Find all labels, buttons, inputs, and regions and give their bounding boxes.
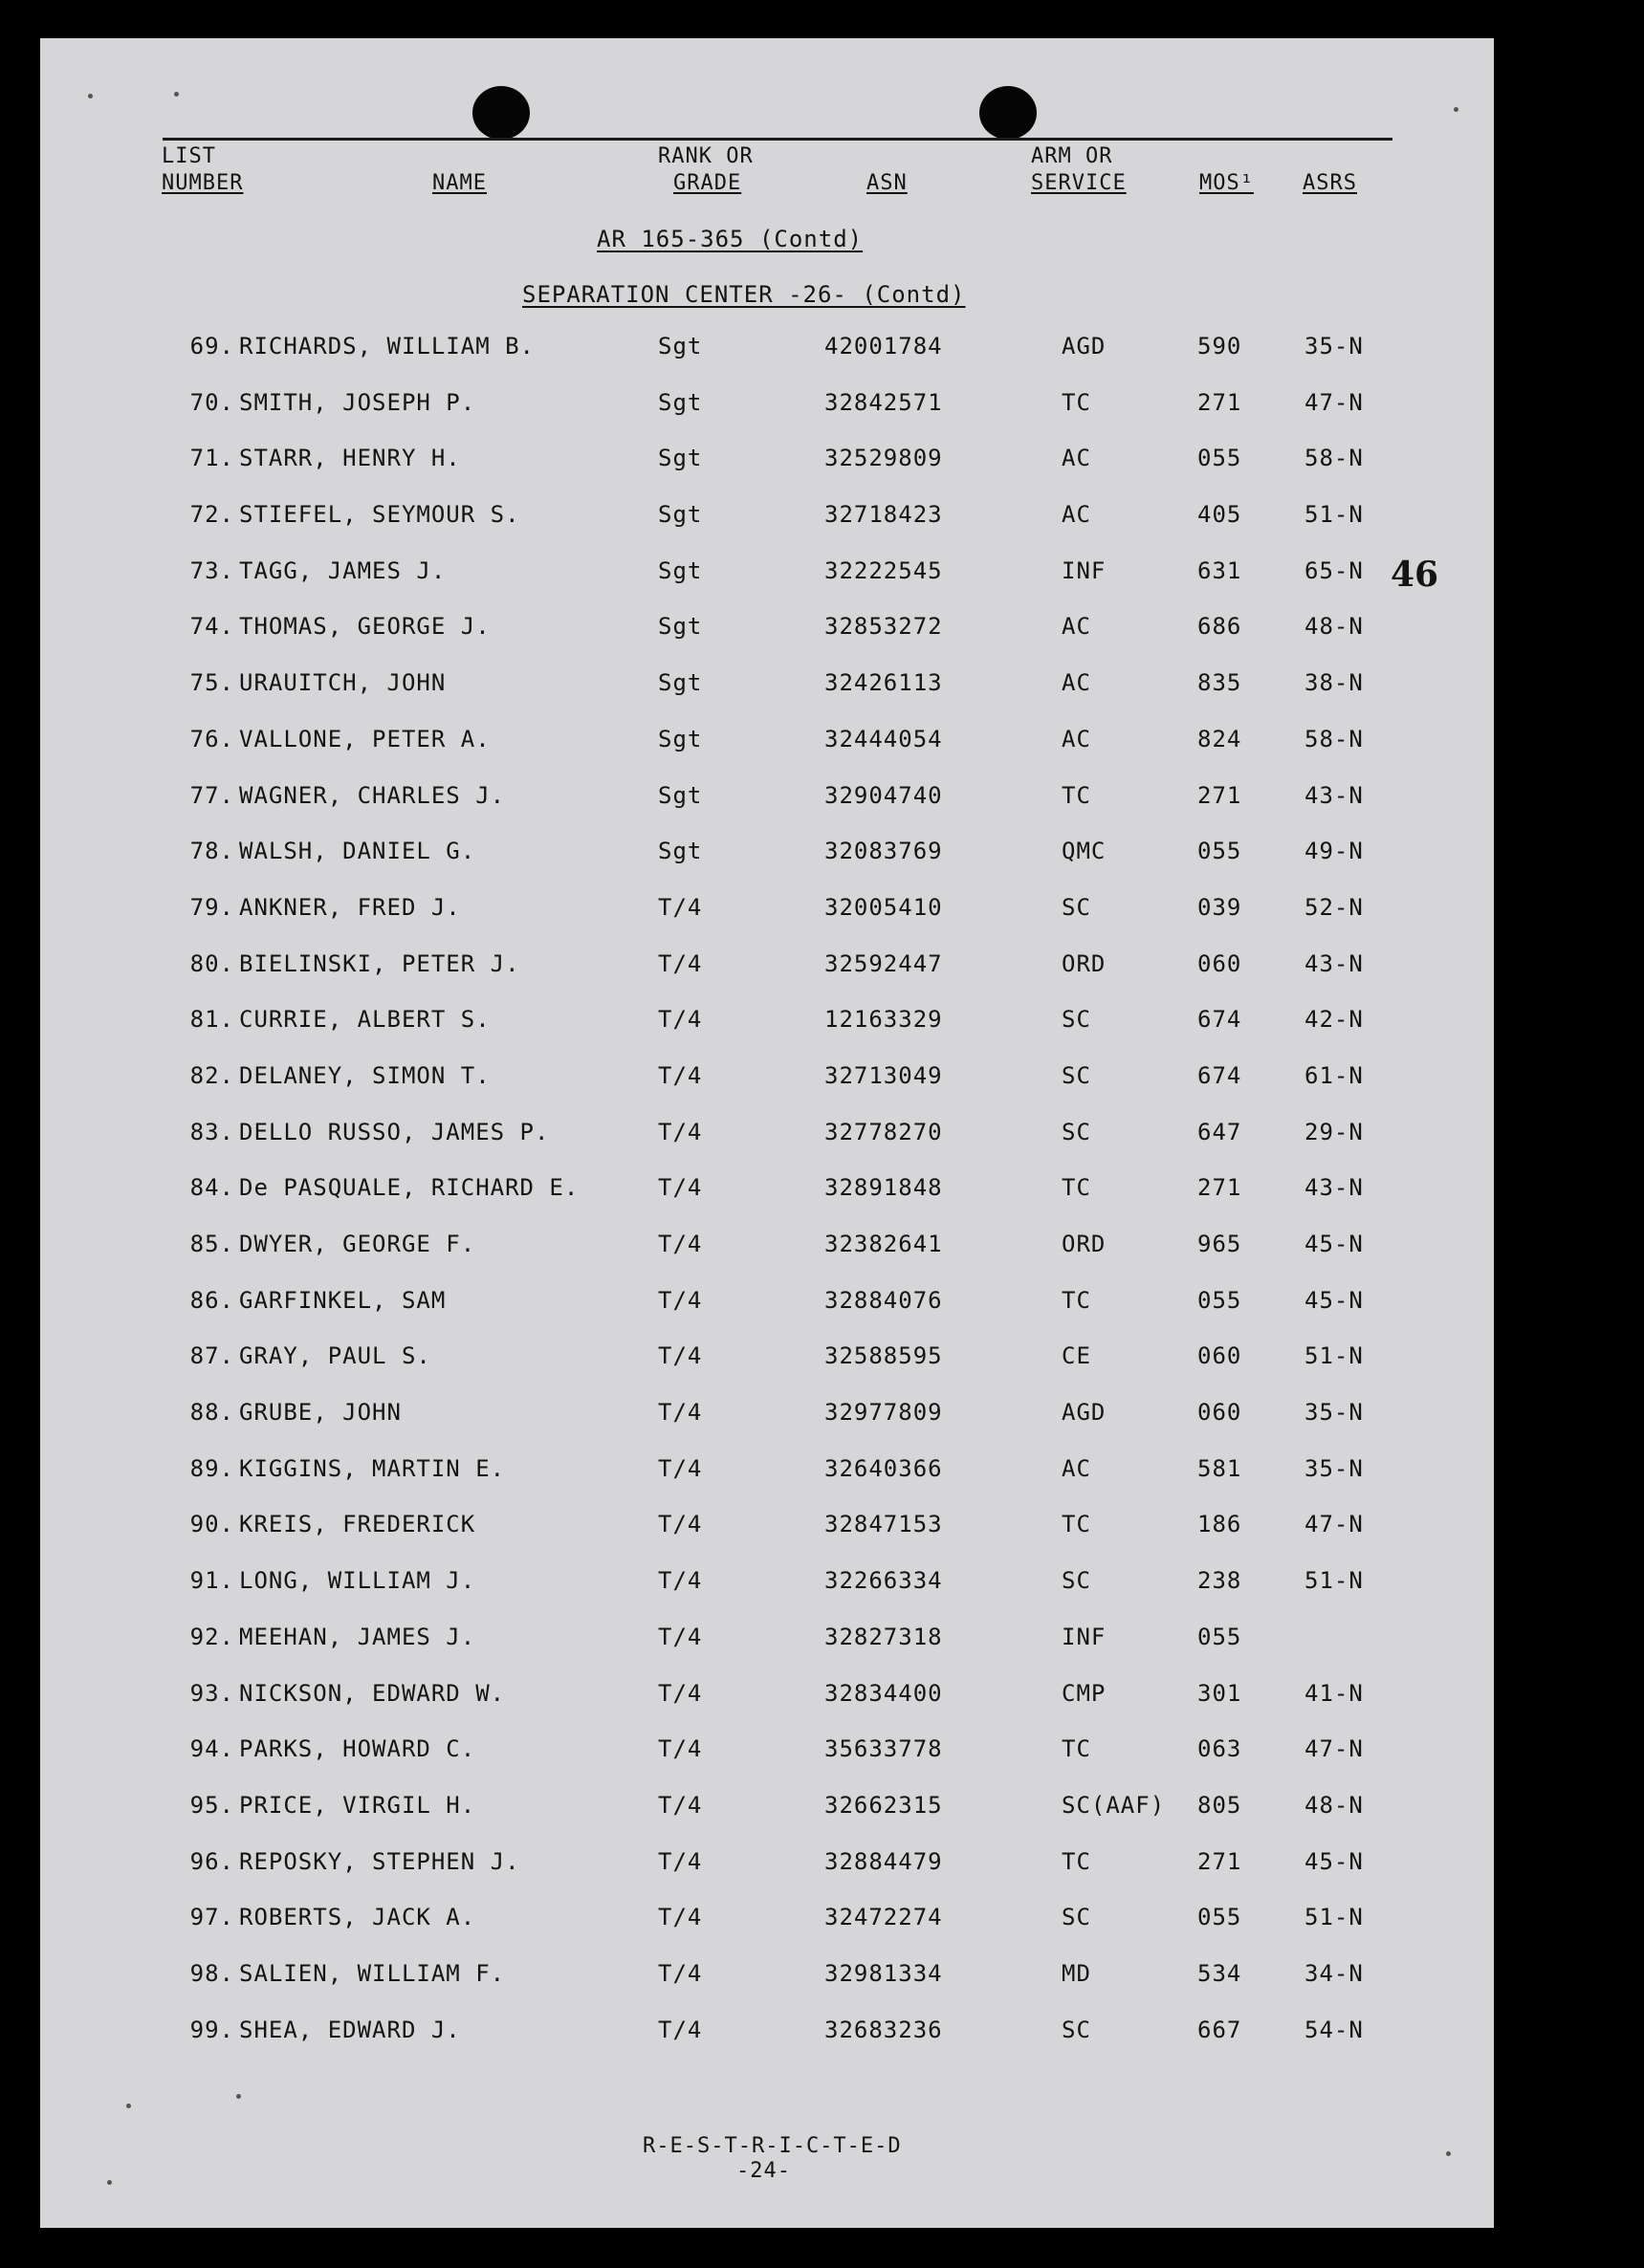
army-serial-number: 32382641	[824, 1231, 943, 1257]
asrs-score: 51-N	[1304, 1342, 1364, 1370]
asrs-score: 45-N	[1304, 1847, 1364, 1875]
list-number: 86.	[189, 1286, 234, 1314]
army-serial-number: 32640366	[824, 1454, 943, 1482]
asrs-score: 48-N	[1304, 1791, 1364, 1819]
mos-code: 674	[1197, 1006, 1242, 1034]
soldier-name: GARFINKEL, SAM	[239, 1286, 447, 1314]
list-number: 97.	[189, 1904, 234, 1931]
soldier-name: PARKS, HOWARD C.	[239, 1735, 476, 1763]
rank-grade: T/4	[658, 1231, 703, 1257]
army-serial-number: 32713049	[824, 1061, 943, 1089]
rank-grade: T/4	[658, 1061, 703, 1089]
army-serial-number: 32083769	[824, 838, 943, 865]
army-serial-number: 32847153	[824, 1511, 943, 1538]
arm-or-service: MD	[1062, 1959, 1091, 1987]
arm-or-service: CE	[1062, 1342, 1091, 1370]
arm-or-service: AC	[1062, 1454, 1091, 1482]
header-asn: ASN	[866, 171, 908, 195]
mos-code: 060	[1197, 1399, 1242, 1427]
mos-code: 063	[1197, 1735, 1242, 1763]
list-number: 73.	[189, 556, 234, 584]
table-row	[40, 1904, 1494, 1960]
table-row	[40, 1342, 1494, 1399]
list-number: 71.	[189, 445, 234, 472]
mos-code: 186	[1197, 1511, 1242, 1538]
army-serial-number: 32842571	[824, 388, 943, 416]
arm-or-service: QMC	[1062, 838, 1107, 865]
list-number: 99.	[189, 2016, 234, 2043]
soldier-name: NICKSON, EDWARD W.	[239, 1679, 506, 1707]
table-row	[40, 950, 1494, 1007]
list-number: 79.	[189, 893, 234, 921]
list-number: 77.	[189, 781, 234, 809]
rank-grade: T/4	[658, 1511, 703, 1538]
punch-hole-right	[979, 86, 1037, 140]
rank-grade: T/4	[658, 1118, 703, 1145]
list-number: 70.	[189, 388, 234, 416]
arm-or-service: AC	[1062, 445, 1091, 472]
mos-code: 534	[1197, 1959, 1242, 1987]
asrs-score: 35-N	[1304, 333, 1364, 360]
mos-code: 301	[1197, 1679, 1242, 1707]
rank-grade: T/4	[658, 949, 703, 977]
soldier-name: REPOSKY, STEPHEN J.	[239, 1847, 520, 1875]
mos-code: 590	[1197, 333, 1242, 360]
mos-code: 271	[1197, 388, 1242, 416]
soldier-name: GRAY, PAUL S.	[239, 1342, 431, 1370]
table-row	[40, 726, 1494, 782]
rank-grade: Sgt	[658, 613, 703, 641]
soldier-name: GRUBE, JOHN	[239, 1399, 402, 1427]
soldier-name: RICHARDS, WILLIAM B.	[239, 333, 535, 360]
rank-grade: Sgt	[658, 838, 703, 865]
asrs-score: 34-N	[1304, 1959, 1364, 1987]
header-list: LIST	[162, 144, 216, 168]
table-row	[40, 1567, 1494, 1624]
soldier-name: VALLONE, PETER A.	[239, 725, 491, 752]
army-serial-number: 32444054	[824, 725, 943, 752]
table-row	[40, 1511, 1494, 1567]
table-row	[40, 838, 1494, 894]
asrs-score: 43-N	[1304, 1174, 1364, 1202]
soldier-name: STIEFEL, SEYMOUR S.	[239, 501, 520, 529]
soldier-name: KIGGINS, MARTIN E.	[239, 1454, 506, 1482]
soldier-name: SALIEN, WILLIAM F.	[239, 1959, 506, 1987]
arm-or-service: INF	[1062, 556, 1107, 584]
army-serial-number: 42001784	[824, 333, 943, 360]
mos-code: 055	[1197, 838, 1242, 865]
army-serial-number: 32834400	[824, 1679, 943, 1707]
army-serial-number: 32472274	[824, 1904, 943, 1931]
table-row	[40, 1399, 1494, 1455]
army-serial-number: 32266334	[824, 1567, 943, 1595]
asrs-score: 45-N	[1304, 1286, 1364, 1314]
arm-or-service: AC	[1062, 669, 1091, 697]
mos-code: 271	[1197, 781, 1242, 809]
soldier-name: MEEHAN, JAMES J.	[239, 1623, 476, 1650]
mos-code: 805	[1197, 1791, 1242, 1819]
asrs-score: 43-N	[1304, 949, 1364, 977]
rank-grade: T/4	[658, 1399, 703, 1427]
arm-or-service: TC	[1062, 1511, 1091, 1538]
army-serial-number: 32222545	[824, 556, 943, 584]
asrs-score: 54-N	[1304, 2016, 1364, 2043]
mos-code: 055	[1197, 1904, 1242, 1931]
speck	[126, 2104, 131, 2108]
soldier-name: PRICE, VIRGIL H.	[239, 1791, 476, 1819]
table-row	[40, 1006, 1494, 1062]
table-row	[40, 894, 1494, 950]
list-number: 90.	[189, 1511, 234, 1538]
list-number: 80.	[189, 949, 234, 977]
list-number: 81.	[189, 1006, 234, 1034]
soldier-name: De PASQUALE, RICHARD E.	[239, 1174, 580, 1202]
mos-code: 835	[1197, 669, 1242, 697]
rank-grade: T/4	[658, 1006, 703, 1034]
mos-code: 238	[1197, 1567, 1242, 1595]
arm-or-service: AC	[1062, 725, 1091, 752]
asrs-score: 49-N	[1304, 838, 1364, 865]
asrs-score: 42-N	[1304, 1006, 1364, 1034]
army-serial-number: 32981334	[824, 1959, 943, 1987]
table-row	[40, 1960, 1494, 2017]
header-rank: RANK OR	[658, 144, 754, 168]
army-serial-number: 32827318	[824, 1623, 943, 1650]
list-number: 75.	[189, 669, 234, 697]
asrs-score: 48-N	[1304, 613, 1364, 641]
mos-code: 667	[1197, 2016, 1242, 2043]
rank-grade: T/4	[658, 1623, 703, 1650]
list-number: 91.	[189, 1567, 234, 1595]
list-number: 87.	[189, 1342, 234, 1370]
mos-code: 039	[1197, 893, 1242, 921]
soldier-name: SHEA, EDWARD J.	[239, 2016, 461, 2043]
table-row	[40, 1287, 1494, 1343]
mos-code: 271	[1197, 1174, 1242, 1202]
list-number: 82.	[189, 1061, 234, 1089]
margin-page-number: 46	[1391, 555, 1439, 595]
arm-or-service: ORD	[1062, 1231, 1107, 1257]
table-row	[40, 669, 1494, 726]
table-row	[40, 782, 1494, 839]
list-number: 85.	[189, 1231, 234, 1257]
army-serial-number: 32662315	[824, 1791, 943, 1819]
asrs-score: 58-N	[1304, 445, 1364, 472]
table-row	[40, 333, 1494, 389]
table-row	[40, 1735, 1494, 1792]
soldier-name: TAGG, JAMES J.	[239, 556, 447, 584]
list-number: 96.	[189, 1847, 234, 1875]
rank-grade: T/4	[658, 1567, 703, 1595]
rank-grade: T/4	[658, 1959, 703, 1987]
soldier-name: DWYER, GEORGE F.	[239, 1231, 476, 1257]
table-row	[40, 2017, 1494, 2073]
list-number: 93.	[189, 1679, 234, 1707]
arm-or-service: AGD	[1062, 1399, 1107, 1427]
asrs-score: 35-N	[1304, 1454, 1364, 1482]
table-row	[40, 1119, 1494, 1175]
rank-grade: T/4	[658, 1679, 703, 1707]
arm-or-service: INF	[1062, 1623, 1107, 1650]
table-row	[40, 1792, 1494, 1848]
rank-grade: T/4	[658, 1454, 703, 1482]
list-number: 98.	[189, 1959, 234, 1987]
soldier-name: KREIS, FREDERICK	[239, 1511, 476, 1538]
arm-or-service: CMP	[1062, 1679, 1107, 1707]
rank-grade: Sgt	[658, 669, 703, 697]
soldier-name: ROBERTS, JACK A.	[239, 1904, 476, 1931]
soldier-name: LONG, WILLIAM J.	[239, 1567, 476, 1595]
asrs-score: 35-N	[1304, 1399, 1364, 1427]
rank-grade: T/4	[658, 1286, 703, 1314]
document-page	[40, 38, 1494, 2228]
list-number: 95.	[189, 1791, 234, 1819]
soldier-name: URAUITCH, JOHN	[239, 669, 447, 697]
rank-grade: T/4	[658, 1791, 703, 1819]
table-row	[40, 389, 1494, 446]
army-serial-number: 32529809	[824, 445, 943, 472]
rank-grade: Sgt	[658, 501, 703, 529]
table-row	[40, 1848, 1494, 1905]
army-serial-number: 32426113	[824, 669, 943, 697]
asrs-score: 47-N	[1304, 1511, 1364, 1538]
rank-grade: T/4	[658, 1174, 703, 1202]
asrs-score: 41-N	[1304, 1679, 1364, 1707]
arm-or-service: TC	[1062, 1174, 1091, 1202]
list-number: 94.	[189, 1735, 234, 1763]
soldier-name: WALSH, DANIEL G.	[239, 838, 476, 865]
table-row	[40, 1455, 1494, 1512]
punch-hole-left	[472, 86, 530, 140]
asrs-score: 47-N	[1304, 388, 1364, 416]
list-number: 88.	[189, 1399, 234, 1427]
arm-or-service: SC	[1062, 2016, 1091, 2043]
asrs-score: 45-N	[1304, 1231, 1364, 1257]
table-row	[40, 557, 1494, 614]
mos-code: 674	[1197, 1061, 1242, 1089]
rank-grade: T/4	[658, 2016, 703, 2043]
rank-grade: Sgt	[658, 725, 703, 752]
mos-code: 965	[1197, 1231, 1242, 1257]
speck	[1454, 107, 1458, 112]
header-number: NUMBER	[162, 171, 244, 195]
arm-or-service: AC	[1062, 613, 1091, 641]
list-number: 89.	[189, 1454, 234, 1482]
army-serial-number: 12163329	[824, 1006, 943, 1034]
mos-code: 405	[1197, 501, 1242, 529]
rank-grade: T/4	[658, 1342, 703, 1370]
soldier-name: STARR, HENRY H.	[239, 445, 461, 472]
rank-grade: T/4	[658, 1904, 703, 1931]
asrs-score: 52-N	[1304, 893, 1364, 921]
header-asrs: ASRS	[1303, 171, 1357, 195]
soldier-name: WAGNER, CHARLES J.	[239, 781, 506, 809]
arm-or-service: TC	[1062, 1735, 1091, 1763]
rank-grade: T/4	[658, 1847, 703, 1875]
header-mos: MOS¹	[1199, 171, 1254, 195]
asrs-score: 38-N	[1304, 669, 1364, 697]
asrs-score: 51-N	[1304, 1567, 1364, 1595]
speck	[236, 2094, 241, 2099]
list-number: 92.	[189, 1623, 234, 1650]
arm-or-service: ORD	[1062, 949, 1107, 977]
arm-or-service: SC	[1062, 1904, 1091, 1931]
mos-code: 055	[1197, 445, 1242, 472]
speck	[107, 2180, 112, 2185]
army-serial-number: 32884479	[824, 1847, 943, 1875]
header-name: NAME	[432, 171, 487, 195]
list-number: 76.	[189, 725, 234, 752]
table-row	[40, 1062, 1494, 1119]
table-row	[40, 501, 1494, 557]
army-serial-number: 32588595	[824, 1342, 943, 1370]
list-number: 83.	[189, 1118, 234, 1145]
mos-code: 647	[1197, 1118, 1242, 1145]
army-serial-number: 32891848	[824, 1174, 943, 1202]
arm-or-service: AC	[1062, 501, 1091, 529]
soldier-name: THOMAS, GEORGE J.	[239, 613, 491, 641]
asrs-score: 47-N	[1304, 1735, 1364, 1763]
army-serial-number: 32853272	[824, 613, 943, 641]
rank-grade: Sgt	[658, 781, 703, 809]
army-serial-number: 35633778	[824, 1735, 943, 1763]
rank-grade: Sgt	[658, 388, 703, 416]
header-grade: GRADE	[673, 171, 742, 195]
header-service: SERVICE	[1031, 171, 1127, 195]
arm-or-service: AGD	[1062, 333, 1107, 360]
asrs-score: 43-N	[1304, 781, 1364, 809]
mos-code: 055	[1197, 1623, 1242, 1650]
army-serial-number: 32592447	[824, 949, 943, 977]
rank-grade: Sgt	[658, 556, 703, 584]
footer-classification: R-E-S-T-R-I-C-T-E-D	[643, 2134, 902, 2158]
asrs-score: 65-N	[1304, 556, 1364, 584]
mos-code: 824	[1197, 725, 1242, 752]
table-row	[40, 613, 1494, 669]
soldier-name: ANKNER, FRED J.	[239, 893, 461, 921]
rank-grade: Sgt	[658, 333, 703, 360]
table-row	[40, 1231, 1494, 1287]
speck	[88, 94, 93, 98]
section-title: AR 165-365 (Contd)	[597, 226, 864, 252]
arm-or-service: SC	[1062, 1006, 1091, 1034]
asrs-score: 58-N	[1304, 725, 1364, 752]
table-row	[40, 445, 1494, 501]
list-number: 74.	[189, 613, 234, 641]
personnel-list	[40, 333, 1494, 2072]
rank-grade: Sgt	[658, 445, 703, 472]
rank-grade: T/4	[658, 1735, 703, 1763]
subsection-title: SEPARATION CENTER -26- (Contd)	[522, 281, 966, 308]
mos-code: 060	[1197, 1342, 1242, 1370]
army-serial-number: 32718423	[824, 501, 943, 529]
rank-grade: T/4	[658, 893, 703, 921]
speck	[174, 92, 179, 97]
table-row	[40, 1174, 1494, 1231]
army-serial-number: 32005410	[824, 893, 943, 921]
list-number: 69.	[189, 333, 234, 360]
soldier-name: CURRIE, ALBERT S.	[239, 1006, 491, 1034]
soldier-name: DELLO RUSSO, JAMES P.	[239, 1118, 550, 1145]
soldier-name: SMITH, JOSEPH P.	[239, 388, 476, 416]
asrs-score: 51-N	[1304, 501, 1364, 529]
army-serial-number: 32884076	[824, 1286, 943, 1314]
mos-code: 055	[1197, 1286, 1242, 1314]
arm-or-service: SC	[1062, 1061, 1091, 1089]
arm-or-service: SC(AAF)	[1062, 1791, 1166, 1819]
arm-or-service: TC	[1062, 781, 1091, 809]
list-number: 78.	[189, 838, 234, 865]
army-serial-number: 32904740	[824, 781, 943, 809]
asrs-score: 29-N	[1304, 1118, 1364, 1145]
arm-or-service: SC	[1062, 1567, 1091, 1595]
soldier-name: DELANEY, SIMON T.	[239, 1061, 491, 1089]
speck	[1446, 2151, 1451, 2156]
mos-code: 060	[1197, 949, 1242, 977]
list-number: 84.	[189, 1174, 234, 1202]
list-number: 72.	[189, 501, 234, 529]
asrs-score: 61-N	[1304, 1061, 1364, 1089]
mos-code: 686	[1197, 613, 1242, 641]
soldier-name: BIELINSKI, PETER J.	[239, 949, 520, 977]
arm-or-service: TC	[1062, 1847, 1091, 1875]
arm-or-service: SC	[1062, 893, 1091, 921]
arm-or-service: TC	[1062, 388, 1091, 416]
table-row	[40, 1624, 1494, 1680]
asrs-score: 51-N	[1304, 1904, 1364, 1931]
footer-page-number: -24-	[736, 2159, 791, 2183]
army-serial-number: 32778270	[824, 1118, 943, 1145]
mos-code: 581	[1197, 1454, 1242, 1482]
header-arm: ARM OR	[1031, 144, 1113, 168]
army-serial-number: 32683236	[824, 2016, 943, 2043]
arm-or-service: SC	[1062, 1118, 1091, 1145]
arm-or-service: TC	[1062, 1286, 1091, 1314]
mos-code: 631	[1197, 556, 1242, 584]
table-row	[40, 1680, 1494, 1736]
mos-code: 271	[1197, 1847, 1242, 1875]
header-top-rule	[163, 138, 1392, 141]
army-serial-number: 32977809	[824, 1399, 943, 1427]
